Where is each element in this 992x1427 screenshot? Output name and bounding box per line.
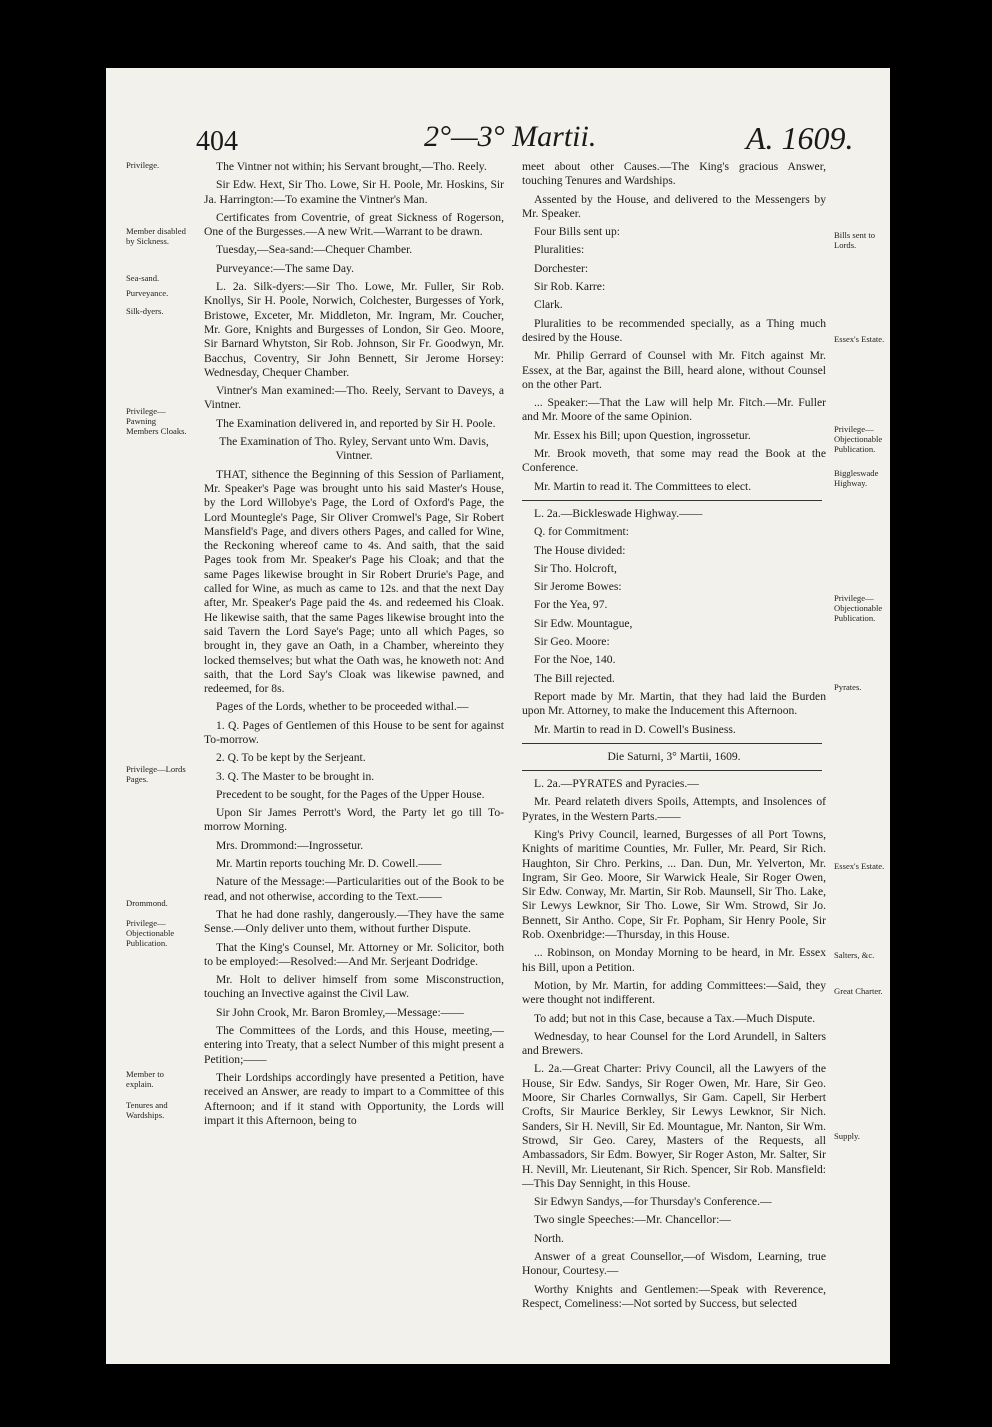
margin-note: Supply. (834, 1131, 860, 1141)
paragraph: Wednesday, to hear Counsel for the Lord Arundell, in Salters and Brewers. (522, 1029, 826, 1058)
paragraph: Mr. Holt to deliver himself from some Misconstruction, touching an Invective against the Civil Law. (204, 973, 504, 1001)
paragraph: The Committees of the Lords, and this House, meeting,—entering into Treaty, that a select Number of this might present a Petition;—— (204, 1024, 504, 1066)
bill-item: Sir Rob. Karre: (534, 280, 606, 294)
paragraph: Vintner's Man examined:—Tho. Reely, Servant to Daveys, a Vintner. (204, 384, 504, 412)
paragraph: Certificates from Coventrie, of great Sickness of Rogerson, One of the Burgesses.—A new Writ.—Warrant to be drawn. (204, 210, 504, 239)
vote-count: For the Noe, 140. (534, 653, 616, 667)
paragraph: 2. Q. To be kept by the Serjeant. (216, 751, 366, 765)
bill-item: Clark. (534, 298, 563, 312)
paragraph: ... Speaker:—That the Law will help Mr. Fitch.—Mr. Fuller and Mr. Moore of the same Opinion. (522, 396, 826, 424)
margin-note: Biggleswade Highway. (834, 468, 879, 488)
margin-note: Member disabled by Sickness. (126, 226, 186, 246)
margin-note: Privilege—Objectionable Publication. (834, 593, 883, 623)
left-column (204, 160, 504, 1132)
paragraph: Mr. Martin to read in D. Cowell's Business. (534, 722, 736, 736)
paragraph: King's Privy Council, learned, Burgesses of all Port Towns, Knights of maritime Counties, Mr. Fuller, Mr. Peard, Sir Rich. Haughton, Sir Chro. Perkins, ... Dan. Dun, Mr. Yelverton, Mr. Ingram, Sir Geo. Moore, Sir Warwick Heale, Sir Roger Owen, Sir Edw. Conway, Mr. Martin, Sir Rob. Maunsell, Sir Tho. Lake, Sir Lewys Lewknor, Sir Tho. Lowe, Sir Wm. Strowd, Sir Jo. Bennett, Sir Antho. Cope, Sir Fr. Popham, Sir Henry Poole, Sir Rob. Oxenbridge:—Thursday, in this House. (522, 827, 826, 942)
paragraph: Two single Speeches:—Mr. Chancellor:— (534, 1213, 731, 1227)
margin-note: Privilege—Objectionable Publication. (834, 424, 883, 454)
paragraph: Purveyance:—The same Day. (216, 261, 354, 275)
right-column (522, 160, 826, 1315)
speaker-note: North. (534, 1231, 564, 1245)
teller-name: Sir Edw. Mountague, (534, 616, 633, 630)
bill-item: Dorchester: (534, 261, 589, 275)
paragraph: Mr. Martin reports touching Mr. D. Cowell.—— (216, 857, 442, 871)
document-page (106, 68, 890, 1364)
paragraph: Mrs. Drommond:—Ingrossetur. (216, 838, 364, 852)
paragraph: 3. Q. The Master to be brought in. (216, 769, 375, 783)
paragraph: That he had done rashly, dangerously.—They have the same Sense.—Only deliver unto them, without further Dispute. (204, 907, 504, 936)
paragraph: That the King's Counsel, Mr. Attorney or Mr. Solicitor, both to be employed:—Resolved:—And Mr. Serjeant Dodridge. (204, 940, 504, 968)
header-date: 2°—3° Martii. (424, 120, 597, 153)
page-header (106, 116, 890, 160)
paragraph: L. 2a.—Bickleswade Highway.—— (534, 506, 703, 520)
vote-count: For the Yea, 97. (534, 598, 608, 612)
paragraph: Mr. Peard relateth divers Spoils, Attempts, and Insolences of Pyrates, in the Western Parts.—— (522, 795, 826, 823)
teller-name: Sir Geo. Moore: (534, 635, 610, 649)
paragraph: Mr. Martin to read it. The Committees to elect. (534, 479, 752, 493)
margin-note: Essex's Estate. (834, 334, 885, 344)
margin-note: Bills sent to Lords. (834, 230, 876, 250)
margin-note: Privilege—Pawning Members Cloaks. (126, 406, 187, 436)
paragraph: Mr. Brook moveth, that some may read the Book at the Conference. (522, 447, 826, 475)
paragraph: Four Bills sent up: (534, 225, 620, 239)
paragraph: L. 2a.—PYRATES and Pyracies.— (534, 777, 699, 791)
paragraph: Upon Sir James Perrott's Word, the Party let go till To-morrow Morning. (204, 806, 504, 834)
paragraph: L. 2a. Silk-dyers:—Sir Tho. Lowe, Mr. Fuller, Sir Rob. Knollys, Sir H. Poole, Norwich, Colchester, Burgesses of York, Bristowe, Exceter, Mr. Middleton, Mr. Ingram, Mr. Coucher, Mr. Gore, Knights and Burgesses of London, Sir Geo. Moore, Sir Barnard Whytston, Sir Rob. Johnson, Sir Fr. Goodwyn, Mr. Bacchus, Coventry, Sir John Bennett, Sir Jerome Horsey: Wednesday, Chequer Chamber. (204, 280, 504, 379)
paragraph: Worthy Knights and Gentlemen:—Speak with Reverence, Respect, Comeliness:—Not sorted by Success, but selected (522, 1282, 826, 1310)
paragraph: Report made by Mr. Martin, that they had laid the Burden upon Mr. Attorney, to make the Inducement this Afternoon. (522, 689, 826, 718)
day-heading: Die Saturni, 3° Martii, 1609. (607, 749, 741, 763)
paragraph: L. 2a.—Great Charter: Privy Council, all the Lawyers of the House, Sir Edw. Sandys, Sir Roger Owen, Mr. Hare, Sir Geo. Moore, Sir Charles Cornwallys, Sir Gam. Capell, Sir Herbert Crofts, Sir Maurice Berkley, Sir Lewys Lewknor, Sir Nich. Sanders, Sir H. Nevill, Sir Ed. Mountague, Mr. Nanton, Sir Wm. Strowd, Sir Geo. Carey, Masters of the Requests, all Ambassadors, Sir Edm. Bowyer, Sir Roger Aston, Mr. Salter, Sir H. Nevill, Mr. Lieutenant, Sir Rich. Spencer, Sir Rob. Mansfield:—This Day Sennight, in this House. (522, 1062, 826, 1190)
margin-note: Member to explain. (126, 1069, 164, 1089)
paragraph: The Examination delivered in, and reported by Sir H. Poole. (216, 416, 496, 430)
paragraph: Sir John Crook, Mr. Baron Bromley,—Message:—— (216, 1005, 464, 1019)
section-heading: The Examination of Tho. Ryley, Servant unto Wm. Davis, Vintner. (219, 435, 489, 463)
divider (522, 743, 822, 744)
page-number: 404 (196, 126, 238, 157)
paragraph: Sir Edwyn Sandys,—for Thursday's Conference.— (534, 1195, 772, 1209)
paragraph: THAT, sithence the Beginning of this Session of Parliament, Mr. Speaker's Page was brought unto his said Master's House, by the Lord Willobye's Page, the Lord of Oxford's Page, the Lord Mountegle's Page, Sir Oliver Cromwel's Page, Sir Robert Mansfield's Page, and divers others Pages, and called for Wine, the Reckoning whereof came to 4s. And saith, that the said Pages took from Mr. Speaker's Page his Cloak; and that the same Pages likewise brought in Sir Robert Drurie's Page, and called for Wine, as much as came to 12s. and that the next Day after, Mr. Speaker's Page paid the 4s. and redeemed his Cloak. He likewise saith, that the same Pages likewise brought into the said Tavern the Lord Saye's Page; unto all which Pages, so brought in, they gave an Oath, in a Chamber, whereinto they locked themselves; but what the Oath was, he knoweth not: And saith, that the Lord Say's Cloak was likewise pawned, and redeemed, for 8s. (204, 467, 504, 696)
paragraph: The Bill rejected. (534, 671, 615, 685)
divider (522, 770, 822, 771)
bill-item: Pluralities: (534, 243, 585, 257)
header-year: A. 1609. (746, 120, 854, 156)
paragraph: Motion, by Mr. Martin, for adding Committees:—Said, they were thought not indifferent. (522, 978, 826, 1007)
paragraph: ... Robinson, on Monday Morning to be heard, in Mr. Essex his Bill, upon a Petition. (522, 946, 826, 974)
margin-note: Salters, &c. (834, 950, 875, 960)
divider (522, 500, 822, 501)
paragraph: Sir Edw. Hext, Sir Tho. Lowe, Sir H. Poole, Mr. Hoskins, Sir Ja. Harrington:—To examine the Vintner's Man. (204, 178, 504, 206)
margin-note: Silk-dyers. (126, 306, 164, 316)
teller-name: Sir Tho. Holcroft, (534, 561, 617, 575)
margin-note: Tenures and Wardships. (126, 1100, 168, 1120)
paragraph: Assented by the House, and delivered to the Messengers by Mr. Speaker. (522, 192, 826, 220)
margin-note: Purveyance. (126, 288, 169, 298)
margin-note: Great Charter. (834, 986, 883, 996)
paragraph: Nature of the Message:—Particularities out of the Book to be read, and not otherwise, according to the Text.—— (204, 875, 504, 903)
paragraph: Pluralities to be recommended specially, as a Thing much desired by the House. (522, 316, 826, 344)
paragraph: meet about other Causes.—The King's gracious Answer, touching Tenures and Wardships. (522, 160, 826, 188)
margin-note: Essex's Estate. (834, 861, 885, 871)
teller-name: Sir Jerome Bowes: (534, 580, 622, 594)
paragraph: Mr. Philip Gerrard of Counsel with Mr. Fitch against Mr. Essex, at the Bar, against the Bill, heard alone, without Counsel on the other Part. (522, 349, 826, 391)
margin-note: Drommond. (126, 898, 168, 908)
paragraph: The Vintner not within; his Servant brought,—Tho. Reely. (216, 160, 487, 173)
paragraph: Tuesday,—Sea-sand:—Chequer Chamber. (216, 243, 413, 257)
paragraph: Pages of the Lords, whether to be proceeded withal.— (216, 700, 469, 714)
paragraph: Their Lordships accordingly have presented a Petition, have received an Answer, are ready to impart to a Committee of this Afternoon; and if it stand with Opportunity, the Lords will impart it this Afternoon, being to (204, 1070, 504, 1127)
margin-note: Privilege. (126, 160, 160, 170)
margin-note: Sea-sand. (126, 273, 160, 283)
paragraph: The House divided: (534, 543, 626, 557)
paragraph: 1. Q. Pages of Gentlemen of this House to be sent for against To-morrow. (204, 718, 504, 746)
paragraph: Q. for Commitment: (534, 525, 629, 539)
paragraph: Answer of a great Counsellor,—of Wisdom, Learning, true Honour, Courtesy.— (522, 1250, 826, 1278)
paragraph: To add; but not in this Case, because a Tax.—Much Dispute. (534, 1011, 816, 1025)
margin-note: Privilege—Lords Pages. (126, 764, 186, 784)
paragraph: Precedent to be sought, for the Pages of the Upper House. (216, 787, 485, 801)
margin-note: Pyrates. (834, 682, 862, 692)
paragraph: Mr. Essex his Bill; upon Question, ingrossetur. (534, 428, 751, 442)
margin-note: Privilege—Objectionable Publication. (126, 918, 175, 948)
